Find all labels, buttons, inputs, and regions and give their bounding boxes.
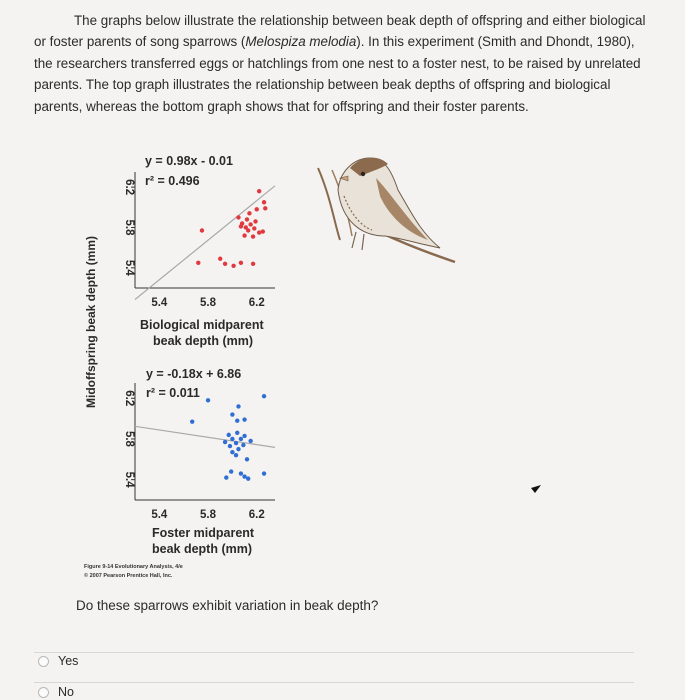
bottom-x-tick-label: 5.4 [151, 509, 168, 521]
bottom-data-point [235, 431, 239, 435]
bottom-data-point [239, 471, 243, 475]
top-data-point [242, 233, 246, 237]
bottom-y-tick-label: 5.8 [123, 430, 135, 447]
top-data-point [223, 262, 227, 266]
top-data-point [255, 207, 259, 211]
top-y-tick-label: 5.8 [123, 219, 135, 236]
bottom-data-point [234, 441, 238, 445]
intro-text-part2: ). In this experiment (Smith and Dhondt, 1980), the researchers transferred eggs or hatchlings from one nest to a foster nest, to be raised by unrelated parents. The top graph illustrates the relationship between beak depths of offspring and biological parents, whereas the bottom graph shows that for offspring and their foster parents. [34, 34, 641, 114]
top-data-point [245, 217, 249, 221]
bottom-data-point [236, 447, 240, 451]
radio-yes[interactable] [38, 656, 49, 667]
top-scatter-chart [123, 172, 275, 309]
top-data-point [246, 228, 250, 232]
top-r2: r² = 0.496 [145, 174, 200, 188]
option-divider-middle [34, 682, 634, 683]
bottom-x-tick-label: 6.2 [248, 509, 265, 521]
bottom-data-point [227, 433, 231, 437]
top-x-tick-label: 6.2 [248, 297, 265, 309]
option-divider-top [34, 652, 634, 653]
top-trendline [135, 186, 275, 300]
bottom-data-point [262, 471, 266, 475]
option-no-label: No [58, 685, 74, 699]
top-data-point [251, 234, 255, 238]
bottom-data-point [228, 444, 232, 448]
bottom-scatter-chart [123, 383, 275, 521]
figure-credit-line2: © 2007 Pearson Prentice Hall, Inc. [84, 573, 173, 579]
bottom-data-point [234, 453, 238, 457]
radio-no[interactable] [38, 687, 49, 698]
intro-text-part1: The graphs below illustrate the relationship between beak depth of offspring and either biological or foster parents of song sparrows ( [34, 13, 646, 50]
bottom-data-point [230, 412, 234, 416]
top-equation: y = 0.98x - 0.01 [145, 154, 233, 168]
top-x-tick-label: 5.8 [200, 297, 217, 309]
top-y-tick-label: 6.2 [123, 179, 135, 196]
bottom-data-point [246, 476, 250, 480]
bottom-equation: y = -0.18x + 6.86 [146, 367, 242, 381]
top-data-point [200, 228, 204, 232]
bottom-data-point [224, 475, 228, 479]
bottom-data-point [223, 440, 227, 444]
top-data-point [218, 257, 222, 261]
arrow-cursor-icon [531, 485, 541, 493]
question-text: Do these sparrows exhibit variation in beak depth? [76, 598, 379, 613]
bottom-data-point [230, 450, 234, 454]
bottom-data-point [230, 437, 234, 441]
top-data-point [262, 200, 266, 204]
top-data-point [231, 264, 235, 268]
bottom-data-point [229, 469, 233, 473]
top-x-tick-label: 5.4 [151, 297, 168, 309]
bottom-data-point [190, 419, 194, 423]
bottom-data-point [245, 457, 249, 461]
option-no[interactable] [38, 685, 74, 699]
bottom-data-point [239, 437, 243, 441]
top-data-point [261, 229, 265, 233]
option-yes-label: Yes [58, 654, 79, 668]
bottom-data-point [236, 404, 240, 408]
bottom-xlabel-line2: beak depth (mm) [152, 542, 253, 556]
bottom-data-point [206, 398, 210, 402]
top-data-point [239, 261, 243, 265]
bottom-y-tick-label: 5.4 [123, 471, 135, 488]
top-data-point [196, 261, 200, 265]
bottom-data-point [235, 418, 239, 422]
bottom-trendline [135, 426, 275, 447]
bottom-data-point [248, 439, 252, 443]
top-data-point [247, 211, 251, 215]
top-xlabel-line1: Biological midparent [140, 318, 264, 332]
bottom-r2: r² = 0.011 [146, 386, 200, 400]
top-y-tick-label: 5.4 [123, 259, 135, 276]
top-xlabel-line2: beak depth (mm) [153, 334, 254, 348]
bottom-x-tick-label: 5.8 [200, 509, 217, 521]
top-data-point [263, 206, 267, 210]
top-data-point [253, 219, 257, 223]
top-data-point [251, 262, 255, 266]
top-data-point [252, 226, 256, 230]
sparrow-illustration-icon [318, 158, 455, 262]
top-data-point [257, 189, 261, 193]
top-data-point [236, 215, 240, 219]
bottom-data-point [241, 443, 245, 447]
bottom-data-point [242, 434, 246, 438]
bottom-xlabel-line1: Foster midparent [152, 526, 255, 540]
bottom-data-point [242, 417, 246, 421]
top-data-point [248, 222, 252, 226]
bottom-data-point [262, 394, 266, 398]
species-name: Melospiza melodia [245, 34, 357, 50]
figure-credit-line1: Figure 9-14 Evolutionary Analysis, 4/e [84, 564, 183, 570]
option-yes[interactable] [38, 654, 78, 668]
top-data-point [239, 224, 243, 228]
bottom-y-tick-label: 6.2 [123, 390, 135, 407]
shared-y-axis-label: Midoffspring beak depth (mm) [84, 236, 98, 408]
